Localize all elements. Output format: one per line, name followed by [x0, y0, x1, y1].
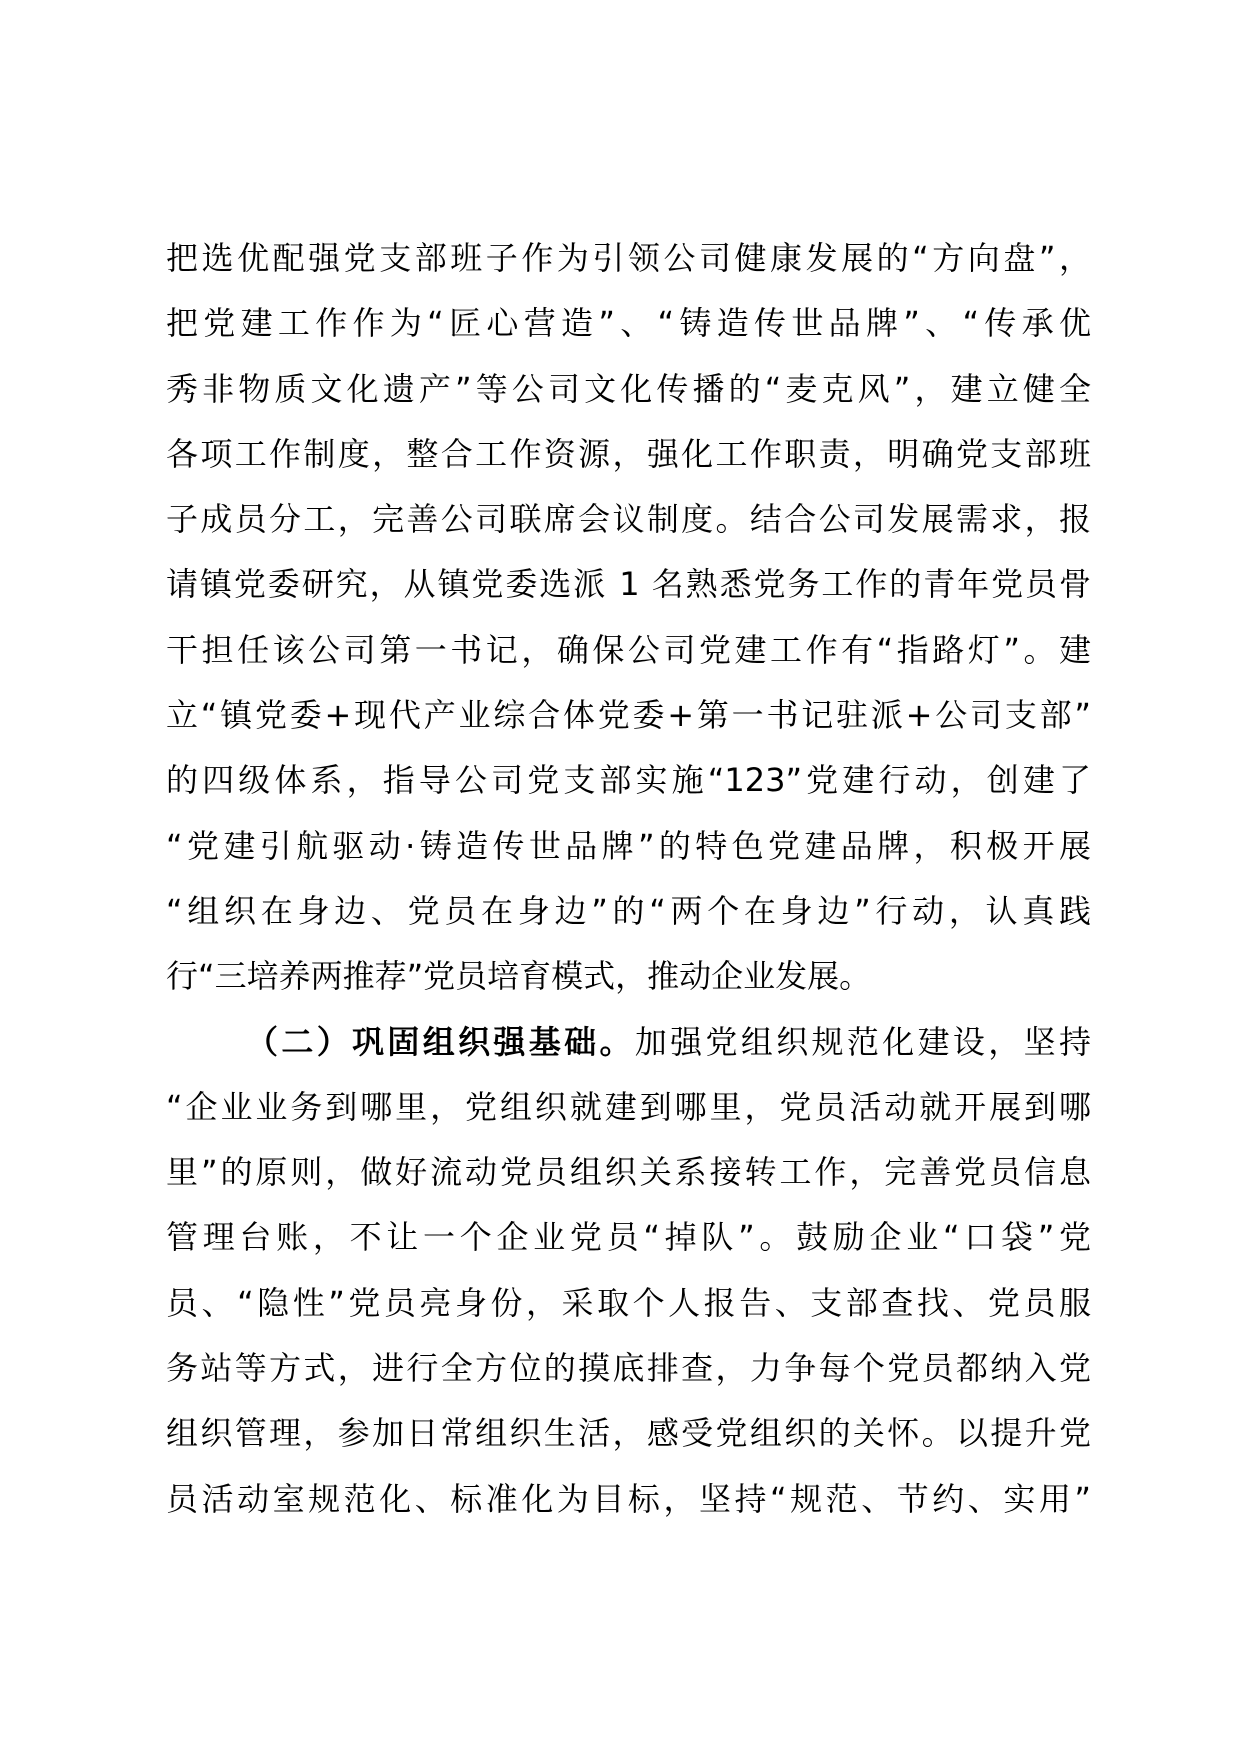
text-line: 干担任该公司第一书记，确保公司党建工作有“指路灯”。建 [166, 630, 1091, 669]
paragraph [166, 1010, 1091, 1532]
body-text [166, 226, 1091, 1532]
section-heading: （二）巩固组织强基础。 [246, 1022, 635, 1061]
text-line: 组织管理，参加日常组织生活，感受党组织的关怀。以提升党 [166, 1414, 1091, 1453]
text-line: 请镇党委研究，从镇党委选派 1 名熟悉党务工作的青年党员骨 [166, 565, 1091, 604]
text-line: 务站等方式，进行全方位的摸底排查，力争每个党员都纳入党 [166, 1349, 1091, 1388]
text-line: 各项工作制度，整合工作资源，强化工作职责，明确党支部班 [166, 434, 1091, 473]
text-line: “组织在身边、党员在身边”的“两个在身边”行动，认真践 [166, 891, 1091, 930]
text-line: “企业业务到哪里，党组织就建到哪里，党员活动就开展到哪 [166, 1087, 1091, 1126]
text-line: 立“镇党委+现代产业综合体党委+第一书记驻派+公司支部” [166, 696, 1091, 735]
text-line: 把选优配强党支部班子作为引领公司健康发展的“方向盘”， [166, 239, 1091, 277]
text-line: 里”的原则，做好流动党员组织关系接转工作，完善党员信息 [166, 1153, 1091, 1192]
text-line: “党建引航驱动·铸造传世品牌”的特色党建品牌，积极开展 [166, 826, 1091, 865]
text-line: 秀非物质文化遗产”等公司文化传播的“麦克风”，建立健全 [166, 369, 1091, 408]
text-line: 的四级体系，指导公司党支部实施“123”党建行动，创建了 [166, 761, 1091, 800]
text-run: 加强党组织规范化建设，坚持 [634, 1022, 1091, 1061]
text-line: 员、“隐性”党员亮身份，采取个人报告、支部查找、党员服 [166, 1283, 1091, 1322]
text-line: 把党建工作作为“匠心营造”、“铸造传世品牌”、“传承优 [166, 304, 1091, 343]
paragraph [166, 226, 1091, 1010]
text-line: 管理台账，不让一个企业党员“掉队”。鼓励企业“口袋”党 [166, 1218, 1091, 1257]
text-line: 员活动室规范化、标准化为目标，坚持“规范、节约、实用” [166, 1479, 1091, 1518]
text-line: 子成员分工，完善公司联席会议制度。结合公司发展需求，报 [166, 500, 1091, 539]
text-line-first [166, 1010, 1091, 1075]
text-line: 行“三培养两推荐”党员培育模式，推动企业发展。 [166, 957, 872, 996]
